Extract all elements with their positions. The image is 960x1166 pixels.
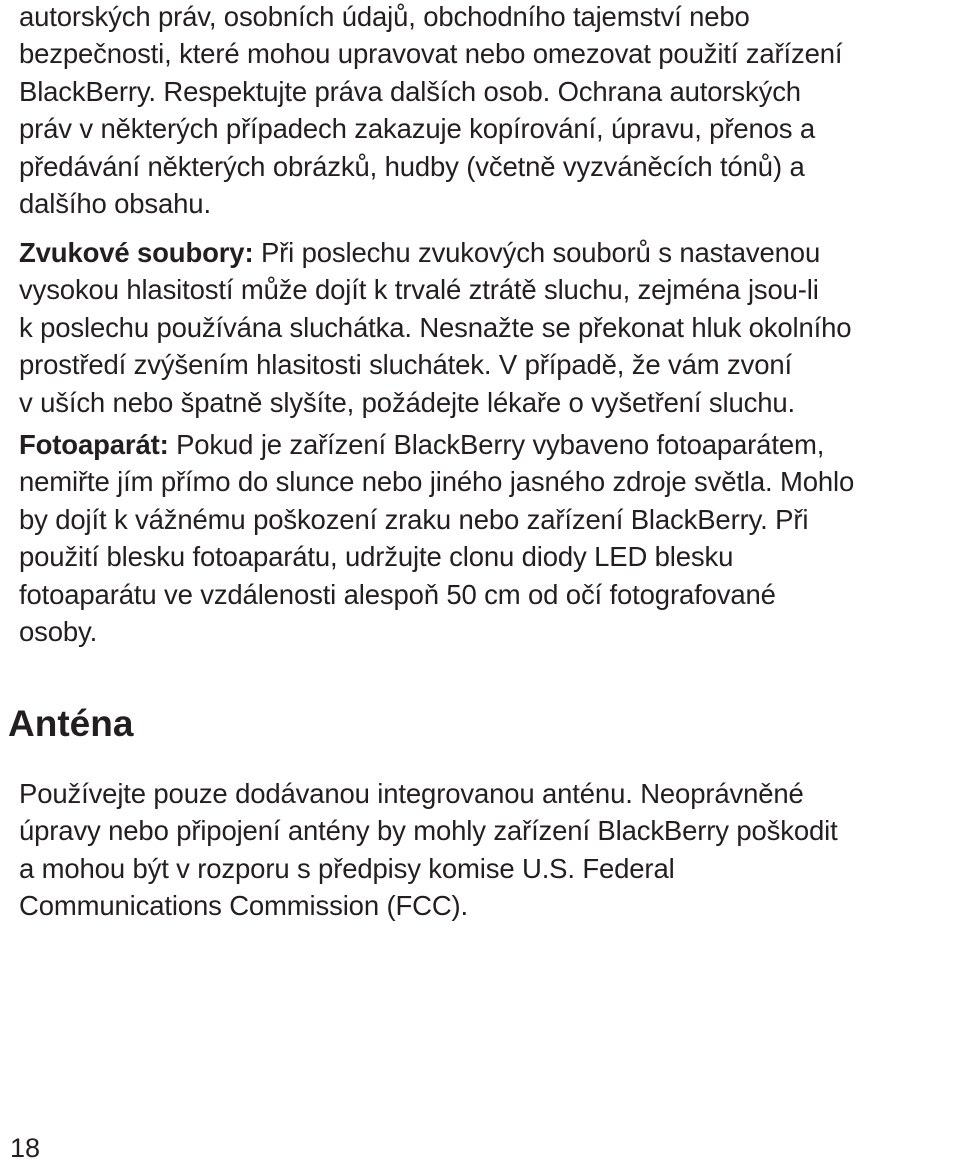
antenna-heading: Anténa <box>8 703 134 744</box>
audio-files-text: Při poslechu zvukových souborů s nastavenou vysokou hlasitostí může dojít k trvalé ztrátě sluchu, zejména jsou-li k poslechu používána sluchátka. Nesnažte se překonat hluk okolního prostředí zvýšením hlasitosti sluchátek. V případě, že vám zvoní v uších nebo špatně slyšíte, požádejte lékaře o vyšetření sluchu. <box>19 237 852 418</box>
audio-files-label: Zvukové soubory: <box>19 237 254 268</box>
page-number: 18 <box>10 1133 41 1163</box>
audio-files-paragraph <box>19 234 959 421</box>
camera-label: Fotoaparát: <box>19 429 169 460</box>
antenna-paragraph: Používejte pouze dodávanou integrovanou anténu. Neoprávněné úpravy nebo připojení antény by mohly zařízení BlackBerry poškodit a mohou být v rozporu s předpisy komise U.S. Federal Communications Commission (FCC). <box>19 778 838 922</box>
camera-paragraph <box>19 426 959 650</box>
camera-text: Pokud je zařízení BlackBerry vybaveno fotoaparátem, nemiřte jím přímo do slunce nebo jiného jasného zdroje světla. Mohlo by dojít k vážnému poškození zraku nebo zařízení BlackBerry. Při použití blesku fotoaparátu, udržujte clonu diody LED blesku fotoaparátu ve vzdálenosti alespoň 50 cm od očí fotografované osoby. <box>19 429 855 648</box>
copyright-paragraph: autorských práv, osobních údajů, obchodního tajemství nebo bezpečnosti, které mohou upravovat nebo omezovat použití zařízení BlackBerry. Respektujte práva dalších osob. Ochrana autorských práv v některých případech zakazuje kopírování, úpravu, přenos a předávání některých obrázků, hudby (včetně vyzváněcích tónů) a dalšího obsahu. <box>19 1 843 220</box>
